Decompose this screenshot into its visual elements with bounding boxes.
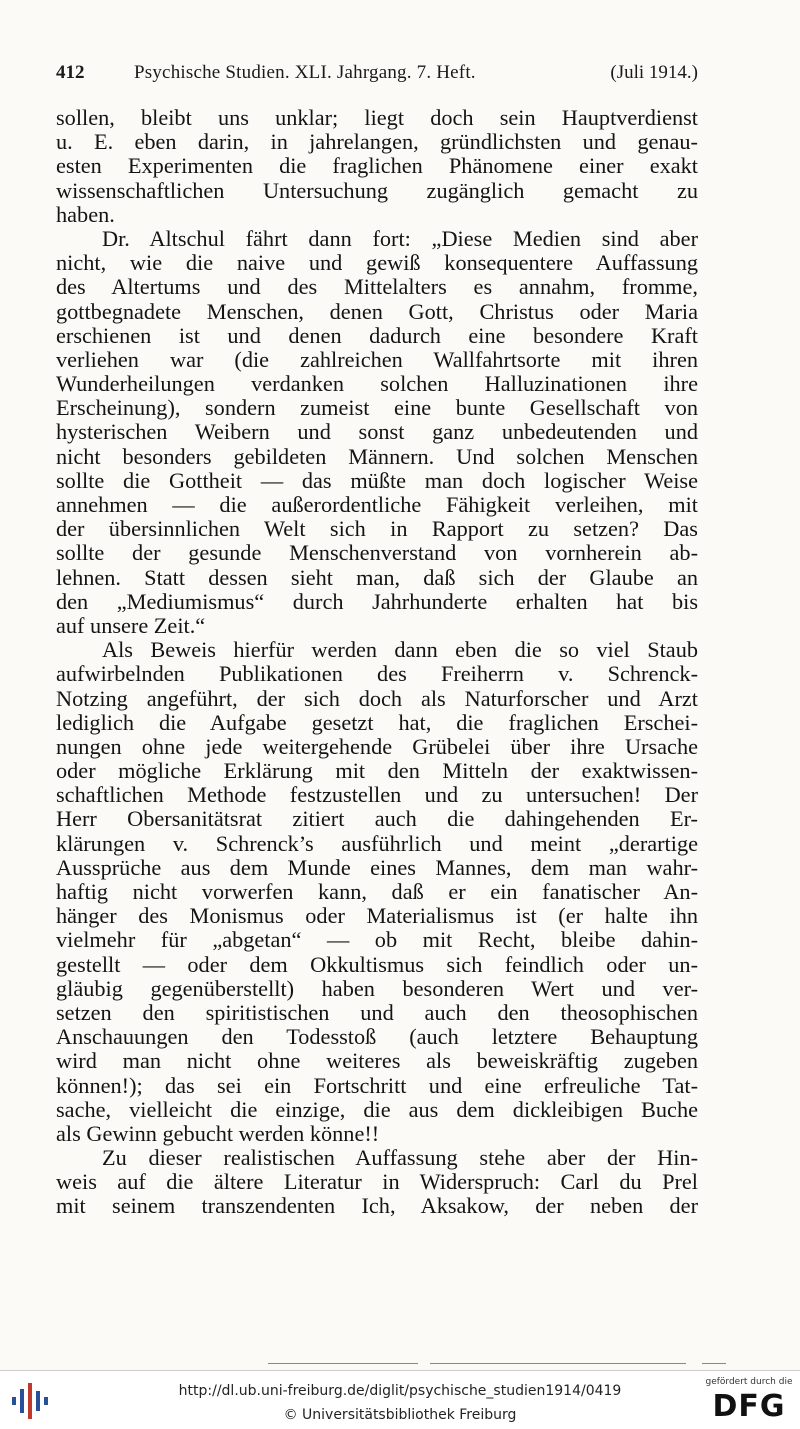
text-line: vielmehr für „abgetan“ — ob mit Recht, bleibe dahin- <box>56 927 698 953</box>
text-line: sollte die Gottheit — das müßte man doch logischer Weise <box>56 467 698 493</box>
text-line: klärungen v. Schrenck’s ausführlich und meint „derartige <box>56 830 698 856</box>
text-line: den „Mediumismus“ durch Jahrhunderte erhalten hat bis <box>56 588 698 614</box>
text-line: Wunderheilungen verdanken solchen Halluzinationen ihre <box>56 371 698 397</box>
text-line: lehnen. Statt dessen sieht man, daß sich der Glaube an <box>56 564 698 590</box>
text-line: Aussprüche aus dem Munde eines Mannes, dem man wahr- <box>56 854 698 880</box>
source-url[interactable]: http://dl.ub.uni-freiburg.de/diglit/psychische_studien1914/0419 <box>178 1383 622 1399</box>
text-line: gestellt — oder dem Okkultismus sich feindlich oder un- <box>56 951 698 977</box>
text-line: Herr Obersanitätsrat zitiert auch die dahingehenden Er- <box>56 806 698 832</box>
text-line: auf unsere Zeit.“ <box>56 612 206 638</box>
scan-artifact <box>268 1363 418 1364</box>
scan-artifact <box>430 1363 686 1364</box>
scan-artifact <box>702 1363 726 1364</box>
text-line: Erscheinung), sondern zumeist eine bunte Gesellschaft von <box>56 395 698 421</box>
issue-date: (Juli 1914.) <box>610 62 698 83</box>
text-line: verliehen war (die zahlreichen Wallfahrtsorte mit ihren <box>56 346 698 372</box>
text-line: gläubig gegenüberstellt) haben besonderen Wert und ver- <box>56 975 698 1001</box>
text-line: sache, vielleicht die einzige, die aus dem dickleibigen Buche <box>56 1096 698 1122</box>
dfg-wordmark: DFG <box>712 1389 786 1424</box>
text-line: hysterischen Weibern und sonst ganz unbedeutenden und <box>56 419 698 445</box>
text-line: haftig nicht vorwerfen kann, daß er ein fanatischer An- <box>56 879 698 904</box>
text-line: Anschauungen den Todesstoß (auch letztere Behauptung <box>56 1024 698 1050</box>
text-line: können!); das sei ein Fortschritt und eine erfreuliche Tat- <box>56 1072 698 1098</box>
text-line: esten Experimenten die fraglichen Phänomene einer exakt <box>56 153 698 179</box>
text-line: haben. <box>56 201 115 227</box>
text-line: nicht, wie die naive und gewiß konsequentere Auffassung <box>56 250 698 276</box>
text-line: lediglich die Aufgabe gesetzt hat, die fraglichen Erschei- <box>56 709 698 735</box>
text-line: gottbegnadete Menschen, denen Gott, Christus oder Maria <box>56 298 698 324</box>
text-line: weis auf die ältere Literatur in Widerspruch: Carl du Prel <box>56 1169 698 1195</box>
footer-bar <box>0 1370 800 1429</box>
text-line: oder mögliche Erklärung mit den Mitteln der exaktwissen- <box>56 758 698 784</box>
text-line: u. E. eben darin, in jahrelangen, gründlichsten und genau- <box>56 129 698 155</box>
text-line: sollen, bleibt uns unklar; liegt doch sein Hauptverdienst <box>56 105 698 130</box>
text-line: Notzing angeführt, der sich doch als Naturforscher und Arzt <box>56 685 698 711</box>
text-line: setzen den spiritistischen und auch den theosophischen <box>56 999 698 1025</box>
text-line: wissenschaftlichen Untersuchung zugänglich gemacht zu <box>56 177 698 203</box>
text-line: der übersinnlichen Welt sich in Rapport zu setzen? Das <box>56 516 698 542</box>
text-line: hänger des Monismus oder Materialismus ist (er halte ihn <box>56 903 698 929</box>
text-line: Dr. Altschul fährt dann fort: „Diese Medien sind aber <box>102 225 698 251</box>
text-line: mit seinem transzendenten Ich, Aksakow, der neben der <box>56 1193 698 1219</box>
text-line: schaftlichen Methode festzustellen und zu untersuchen! Der <box>56 782 698 808</box>
text-line: aufwirbelnden Publikationen des Freiherrn v. Schrenck- <box>56 661 698 687</box>
text-line: nungen ohne jede weitergehende Grübelei über ihre Ursache <box>56 733 698 759</box>
page-number: 412 <box>56 62 85 83</box>
text-line: erschienen ist und denen dadurch eine besondere Kraft <box>56 322 698 348</box>
dfg-logo <box>702 1377 796 1427</box>
body-text <box>56 106 698 1219</box>
journal-title: Psychische Studien. XLI. Jahrgang. 7. Heft. <box>134 62 476 83</box>
text-line: des Altertums und des Mittelalters es annahm, fromme, <box>56 274 698 300</box>
text-line: nicht besonders gebildeten Männern. Und solchen Menschen <box>56 443 698 469</box>
text-line: Als Beweis hierfür werden dann eben die so viel Staub <box>102 637 698 663</box>
dfg-tagline: gefördert durch die <box>705 1377 793 1387</box>
text-line: sollte der gesunde Menschenverstand von vornherein ab- <box>56 540 698 566</box>
text-line: Zu dieser realistischen Auffassung stehe aber der Hin- <box>102 1145 698 1171</box>
text-line: annehmen — die außerordentliche Fähigkeit verleihen, mit <box>56 492 698 517</box>
text-line: als Gewinn gebucht werden könne!! <box>56 1120 380 1146</box>
copyright-notice: © Universitätsbibliothek Freiburg <box>283 1407 517 1423</box>
text-line: wird man nicht ohne weiteres als beweiskräftig zugeben <box>56 1048 698 1074</box>
running-header <box>56 62 698 92</box>
